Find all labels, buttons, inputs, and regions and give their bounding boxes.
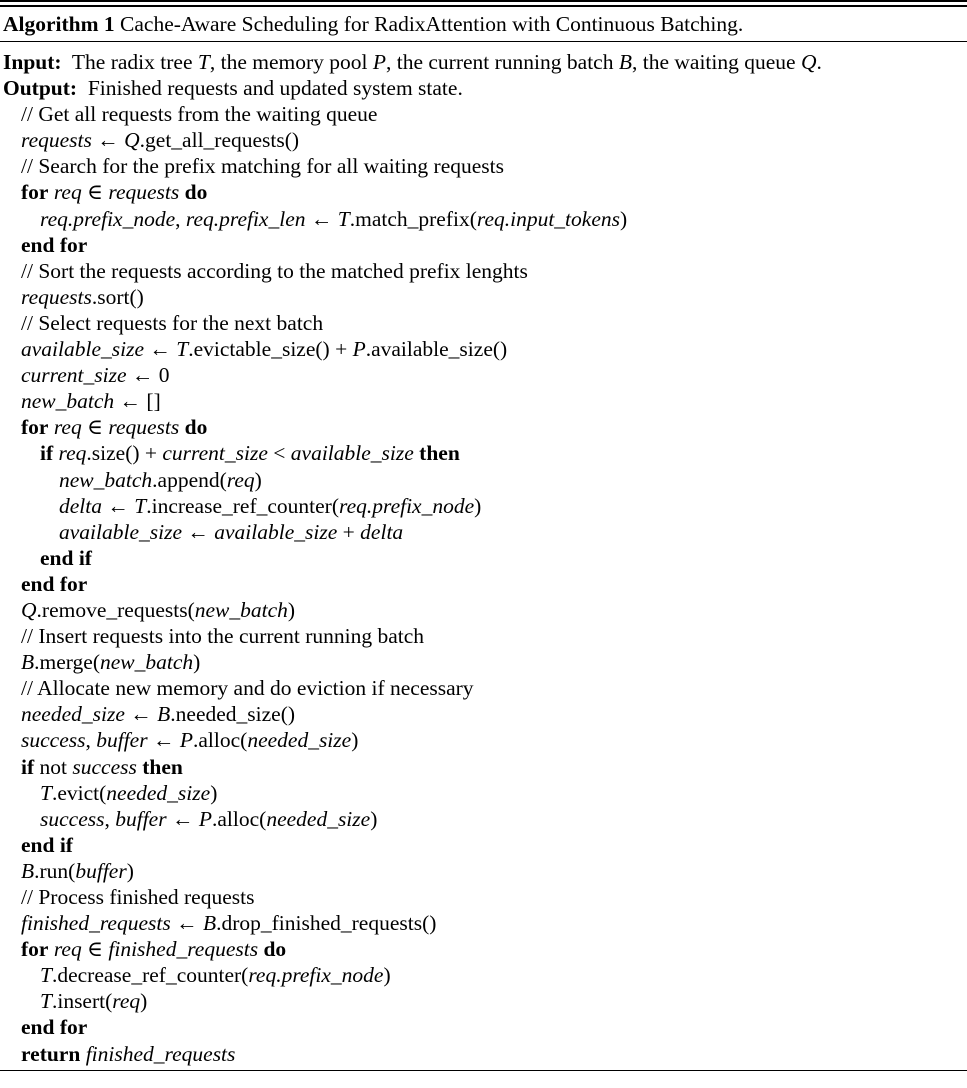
code-segment: delta: [360, 519, 404, 544]
code-segment: B: [618, 50, 632, 74]
code-segment: ): [383, 963, 391, 988]
code-segment: ∈: [81, 180, 109, 205]
code-segment: return: [21, 1041, 81, 1066]
algorithm-line-17: [0, 467, 967, 493]
algorithm-line-38: [0, 1014, 967, 1040]
code-segment: .get_all_requests(): [139, 128, 300, 153]
algorithm-line-9: [0, 258, 967, 284]
code-segment: B: [21, 650, 35, 675]
code-segment: ←: [91, 128, 125, 153]
code-segment: req: [53, 180, 82, 205]
code-segment: for: [21, 937, 49, 962]
code-segment: current_size: [21, 363, 127, 388]
code-segment: Q: [800, 50, 817, 74]
code-segment: ←: [170, 911, 203, 936]
code-segment: ): [619, 206, 628, 231]
code-segment: end if: [21, 832, 73, 857]
code-segment: for: [21, 415, 49, 440]
code-segment: T: [197, 50, 210, 74]
code-segment: ←: [147, 728, 180, 753]
code-segment: P: [198, 806, 212, 831]
code-segment: not: [34, 754, 73, 779]
code-segment: then: [419, 441, 460, 466]
code-segment: Finished requests and updated system state.: [77, 76, 463, 101]
code-segment: ): [351, 728, 359, 753]
algorithm-line-24: [0, 649, 967, 675]
code-segment: ←: [305, 206, 338, 231]
code-segment: for: [21, 180, 49, 205]
algorithm-line-6: [0, 179, 967, 205]
code-segment: ← 0: [126, 363, 170, 388]
code-segment: B: [202, 911, 217, 936]
algorithm-line-22: [0, 597, 967, 623]
code-segment: req.prefix_node: [339, 493, 475, 518]
code-segment: if: [21, 754, 35, 779]
code-segment: end for: [21, 1015, 88, 1040]
code-segment: ): [254, 467, 262, 492]
algorithm-line-14: [0, 388, 967, 414]
code-segment: .append(: [152, 467, 227, 492]
code-segment: .alloc(: [211, 806, 267, 831]
code-segment: success: [40, 806, 105, 831]
algorithm-line-23: [0, 623, 967, 649]
code-segment: finished_requests: [85, 1041, 236, 1066]
code-segment: T: [134, 493, 147, 518]
algorithm-line-15: [0, 414, 967, 440]
algorithm-line-16: [0, 440, 967, 466]
code-segment: , the waiting queue: [631, 50, 801, 74]
code-segment: end for: [21, 571, 88, 596]
algorithm-line-5: [0, 153, 967, 179]
code-segment: ∈: [81, 937, 109, 962]
code-segment: // Allocate new memory and do eviction if necessary: [21, 676, 474, 701]
code-segment: req: [53, 415, 82, 440]
code-segment: needed_size: [106, 780, 211, 805]
code-segment: req: [112, 989, 141, 1014]
algorithm-line-35: [0, 936, 967, 962]
code-segment: new_batch: [21, 389, 115, 414]
code-segment: The radix tree: [61, 50, 198, 74]
code-segment: // Process finished requests: [21, 885, 255, 909]
code-segment: T: [40, 780, 52, 805]
code-segment: ∈: [81, 415, 109, 440]
code-segment: current_size: [162, 441, 268, 466]
code-segment: ): [474, 493, 482, 518]
code-segment: T: [40, 963, 52, 988]
code-segment: .decrease_ref_counter(: [51, 963, 249, 988]
code-segment: req: [226, 467, 255, 492]
algorithm-line-1: [0, 49, 967, 75]
code-segment: requests: [108, 415, 180, 440]
code-segment: then: [142, 754, 183, 779]
code-segment: .evict(: [51, 780, 107, 805]
algorithm-line-20: [0, 545, 967, 571]
algorithm-line-8: [0, 232, 967, 258]
code-segment: req.input_tokens: [476, 206, 620, 231]
code-segment: finished_requests: [108, 937, 259, 962]
code-segment: , the current running batch: [386, 50, 619, 74]
code-segment: Q: [124, 128, 140, 153]
code-segment: req.prefix_node: [40, 206, 176, 231]
algorithm-line-37: [0, 988, 967, 1014]
code-segment: end if: [40, 545, 92, 570]
code-segment: requests: [21, 128, 92, 153]
code-segment: success: [21, 728, 86, 753]
code-segment: ): [126, 858, 134, 883]
code-segment: Q: [21, 597, 37, 622]
algorithm-line-13: [0, 362, 967, 388]
code-segment: requests: [21, 284, 92, 309]
code-segment: needed_size: [266, 806, 371, 831]
code-segment: ←: [144, 337, 177, 362]
code-segment: new_batch: [100, 650, 194, 675]
algorithm-body: [0, 42, 967, 1067]
code-segment: .evictable_size() +: [188, 337, 353, 362]
algorithm-line-28: [0, 754, 967, 780]
code-segment: ): [370, 806, 378, 831]
code-segment: req.prefix_node: [248, 963, 384, 988]
code-segment: req: [53, 937, 82, 962]
code-segment: do: [184, 180, 208, 205]
code-segment: .increase_ref_counter(: [146, 493, 340, 518]
code-segment: P: [179, 728, 193, 753]
code-segment: // Sort the requests according to the matched prefix lenghts: [21, 258, 528, 283]
code-segment: available_size: [59, 519, 183, 544]
code-segment: .run(: [34, 858, 76, 883]
code-segment: available_size: [21, 337, 145, 362]
code-segment: buffer: [115, 806, 167, 831]
code-segment: available_size: [214, 519, 338, 544]
code-segment: available_size: [290, 441, 414, 466]
code-segment: buffer: [75, 858, 127, 883]
code-segment: B: [157, 702, 171, 727]
code-segment: // Get all requests from the waiting queue: [21, 102, 378, 127]
algorithm-line-31: [0, 832, 967, 858]
algorithm-line-7: [0, 206, 967, 232]
algorithm-line-39: [0, 1041, 967, 1067]
code-segment: buffer: [96, 728, 148, 753]
code-segment: +: [337, 519, 361, 544]
code-segment: success: [72, 754, 137, 779]
code-segment: ←: [166, 806, 199, 831]
code-segment: Input:: [3, 50, 62, 74]
code-segment: .sort(): [91, 284, 144, 309]
code-segment: T: [40, 989, 52, 1014]
algorithm-line-34: [0, 910, 967, 936]
code-segment: // Search for the prefix matching for all waiting requests: [21, 154, 504, 179]
algorithm-title: Cache-Aware Scheduling for RadixAttention with Continuous Batching.: [114, 12, 744, 36]
code-segment: .needed_size(): [170, 702, 296, 727]
code-segment: ): [193, 650, 201, 675]
algorithm-line-21: [0, 571, 967, 597]
bottom-rule: [0, 1070, 967, 1071]
algorithm-line-25: [0, 675, 967, 701]
code-segment: needed_size: [247, 728, 352, 753]
algorithm-line-36: [0, 962, 967, 988]
code-segment: ← []: [114, 389, 161, 414]
code-segment: requests: [108, 180, 180, 205]
code-segment: ,: [85, 728, 97, 753]
code-segment: .insert(: [51, 989, 113, 1014]
code-segment: .merge(: [34, 650, 101, 675]
code-segment: needed_size: [21, 702, 125, 727]
algorithm-caption: [0, 11, 967, 38]
code-segment: ,: [104, 806, 116, 831]
code-segment: .match_prefix(: [349, 206, 477, 231]
code-segment: delta: [59, 493, 102, 518]
algorithm-line-26: [0, 701, 967, 727]
algorithm-line-32: [0, 858, 967, 884]
code-segment: ): [287, 597, 296, 622]
code-segment: T: [337, 206, 350, 231]
code-segment: req: [58, 441, 87, 466]
code-segment: P: [372, 50, 386, 74]
algorithm-line-29: [0, 780, 967, 806]
code-segment: ): [140, 989, 148, 1014]
code-segment: .size() +: [86, 441, 163, 466]
code-segment: <: [267, 441, 291, 466]
code-segment: P: [352, 337, 366, 362]
code-segment: .: [816, 50, 822, 74]
code-segment: .drop_finished_requests(): [216, 911, 437, 936]
code-segment: ←: [124, 702, 158, 727]
code-segment: ,: [175, 206, 186, 231]
code-segment: // Insert requests into the current running batch: [21, 624, 425, 649]
algorithm-line-30: [0, 806, 967, 832]
code-segment: T: [176, 337, 189, 362]
code-segment: new_batch: [194, 597, 288, 622]
code-segment: do: [184, 415, 208, 440]
code-segment: B: [21, 858, 35, 883]
code-segment: // Select requests for the next batch: [21, 310, 324, 335]
code-segment: Output:: [3, 76, 78, 101]
code-segment: end for: [21, 232, 88, 257]
algorithm-line-4: [0, 127, 967, 153]
algorithm-line-2: [0, 75, 967, 101]
code-segment: .remove_requests(: [36, 597, 195, 622]
algorithm-line-19: [0, 519, 967, 545]
algorithm-line-27: [0, 727, 967, 753]
algorithm-line-11: [0, 310, 967, 336]
code-segment: if: [40, 441, 54, 466]
code-segment: finished_requests: [21, 911, 171, 936]
algorithm-line-12: [0, 336, 967, 362]
code-segment: req.prefix_len: [185, 206, 306, 231]
algorithm-line-33: [0, 884, 967, 910]
code-segment: ←: [102, 493, 135, 518]
code-segment: ): [210, 780, 218, 805]
algorithm-label: Algorithm 1: [3, 12, 115, 36]
code-segment: new_batch: [59, 467, 153, 492]
code-segment: , the memory pool: [209, 50, 373, 74]
algorithm-line-18: [0, 493, 967, 519]
algorithm-line-3: [0, 101, 967, 127]
code-segment: .alloc(: [192, 728, 248, 753]
code-segment: ←: [182, 519, 215, 544]
top-rule: [0, 0, 967, 7]
code-segment: do: [263, 937, 287, 962]
algorithm-line-10: [0, 284, 967, 310]
code-segment: .available_size(): [365, 337, 508, 362]
